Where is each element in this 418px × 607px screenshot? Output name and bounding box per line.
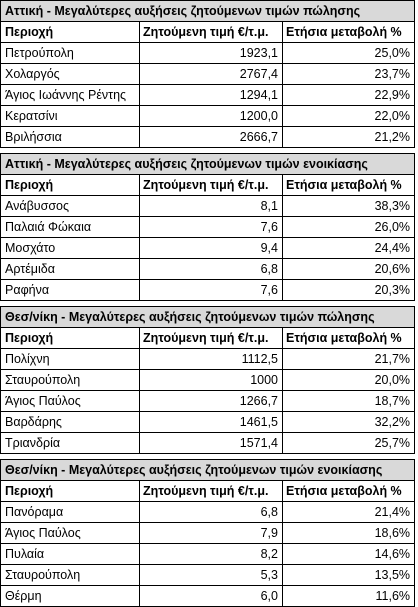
change-cell: 20,6% bbox=[283, 259, 415, 280]
area-cell: Άγιος Ιωάννης Ρέντης bbox=[1, 85, 140, 106]
change-cell: 25,0% bbox=[283, 43, 415, 64]
table-row bbox=[1, 106, 415, 127]
price-cell: 7,9 bbox=[140, 523, 283, 544]
table-thessaloniki-sale bbox=[0, 306, 415, 454]
change-cell: 21,4% bbox=[283, 502, 415, 523]
column-header-area: Περιοχή bbox=[1, 328, 140, 349]
change-cell: 25,7% bbox=[283, 433, 415, 454]
area-cell: Βριλήσσια bbox=[1, 127, 140, 148]
price-cell: 6,0 bbox=[140, 586, 283, 607]
change-cell: 18,7% bbox=[283, 391, 415, 412]
table-row bbox=[1, 127, 415, 148]
table-row bbox=[1, 196, 415, 217]
column-header-change: Ετήσια μεταβολή % bbox=[283, 22, 415, 43]
change-cell: 11,6% bbox=[283, 586, 415, 607]
table-title: Θεσ/νίκη - Μεγαλύτερες αυξήσεις ζητούμενων τιμών πώλησης bbox=[1, 307, 415, 328]
column-header-price: Ζητούμενη τιμή €/τ.μ. bbox=[140, 22, 283, 43]
table-row bbox=[1, 64, 415, 85]
table-title: Αττική - Μεγαλύτερες αυξήσεις ζητούμενων τιμών πώλησης bbox=[1, 1, 415, 22]
change-cell: 14,6% bbox=[283, 544, 415, 565]
price-cell: 9,4 bbox=[140, 238, 283, 259]
table-row bbox=[1, 412, 415, 433]
change-cell: 22,0% bbox=[283, 106, 415, 127]
area-cell: Τριανδρία bbox=[1, 433, 140, 454]
table-row bbox=[1, 43, 415, 64]
change-cell: 20,0% bbox=[283, 370, 415, 391]
area-cell: Παλαιά Φώκαια bbox=[1, 217, 140, 238]
area-cell: Βαρδάρης bbox=[1, 412, 140, 433]
column-header-change: Ετήσια μεταβολή % bbox=[283, 481, 415, 502]
table-title: Θεσ/νίκη - Μεγαλύτερες αυξήσεις ζητούμενων τιμών ενοικίασης bbox=[1, 460, 415, 481]
area-cell: Πολίχνη bbox=[1, 349, 140, 370]
column-header-price: Ζητούμενη τιμή €/τ.μ. bbox=[140, 175, 283, 196]
price-cell: 2767,4 bbox=[140, 64, 283, 85]
price-cell: 6,8 bbox=[140, 502, 283, 523]
table-row bbox=[1, 238, 415, 259]
price-cell: 7,6 bbox=[140, 217, 283, 238]
change-cell: 23,7% bbox=[283, 64, 415, 85]
header-row bbox=[1, 175, 415, 196]
table-row bbox=[1, 523, 415, 544]
table-row bbox=[1, 349, 415, 370]
change-cell: 24,4% bbox=[283, 238, 415, 259]
table-row bbox=[1, 280, 415, 301]
area-cell: Άγιος Παύλος bbox=[1, 523, 140, 544]
table-row bbox=[1, 259, 415, 280]
price-cell: 1461,5 bbox=[140, 412, 283, 433]
table-attiki-sale bbox=[0, 0, 415, 148]
price-cell: 8,2 bbox=[140, 544, 283, 565]
price-cell: 1266,7 bbox=[140, 391, 283, 412]
column-header-area: Περιοχή bbox=[1, 481, 140, 502]
area-cell: Κερατσίνι bbox=[1, 106, 140, 127]
change-cell: 21,2% bbox=[283, 127, 415, 148]
column-header-price: Ζητούμενη τιμή €/τ.μ. bbox=[140, 481, 283, 502]
price-cell: 1294,1 bbox=[140, 85, 283, 106]
change-cell: 21,7% bbox=[283, 349, 415, 370]
price-cell: 2666,7 bbox=[140, 127, 283, 148]
change-cell: 13,5% bbox=[283, 565, 415, 586]
table-title: Αττική - Μεγαλύτερες αυξήσεις ζητούμενων τιμών ενοικίασης bbox=[1, 154, 415, 175]
table-row bbox=[1, 370, 415, 391]
change-cell: 22,9% bbox=[283, 85, 415, 106]
table-row bbox=[1, 391, 415, 412]
price-cell: 1200,0 bbox=[140, 106, 283, 127]
price-cell: 5,3 bbox=[140, 565, 283, 586]
table-row bbox=[1, 565, 415, 586]
table-thessaloniki-rent bbox=[0, 459, 415, 607]
area-cell: Σταυρούπολη bbox=[1, 370, 140, 391]
table-attiki-rent bbox=[0, 153, 415, 301]
area-cell: Πετρούπολη bbox=[1, 43, 140, 64]
change-cell: 32,2% bbox=[283, 412, 415, 433]
table-row bbox=[1, 544, 415, 565]
price-cell: 1571,4 bbox=[140, 433, 283, 454]
area-cell: Θέρμη bbox=[1, 586, 140, 607]
table-row bbox=[1, 586, 415, 607]
area-cell: Ραφήνα bbox=[1, 280, 140, 301]
price-cell: 8,1 bbox=[140, 196, 283, 217]
price-cell: 1000 bbox=[140, 370, 283, 391]
table-row bbox=[1, 217, 415, 238]
area-cell: Σταυρούπολη bbox=[1, 565, 140, 586]
change-cell: 20,3% bbox=[283, 280, 415, 301]
area-cell: Μοσχάτο bbox=[1, 238, 140, 259]
column-header-price: Ζητούμενη τιμή €/τ.μ. bbox=[140, 328, 283, 349]
header-row bbox=[1, 481, 415, 502]
price-cell: 1112,5 bbox=[140, 349, 283, 370]
column-header-area: Περιοχή bbox=[1, 175, 140, 196]
table-row bbox=[1, 502, 415, 523]
header-row bbox=[1, 328, 415, 349]
area-cell: Αρτέμιδα bbox=[1, 259, 140, 280]
column-header-change: Ετήσια μεταβολή % bbox=[283, 175, 415, 196]
area-cell: Πυλαία bbox=[1, 544, 140, 565]
area-cell: Πανόραμα bbox=[1, 502, 140, 523]
column-header-change: Ετήσια μεταβολή % bbox=[283, 328, 415, 349]
area-cell: Χολαργός bbox=[1, 64, 140, 85]
area-cell: Άγιος Παύλος bbox=[1, 391, 140, 412]
change-cell: 18,6% bbox=[283, 523, 415, 544]
table-row bbox=[1, 433, 415, 454]
price-cell: 7,6 bbox=[140, 280, 283, 301]
price-cell: 1923,1 bbox=[140, 43, 283, 64]
table-row bbox=[1, 85, 415, 106]
header-row bbox=[1, 22, 415, 43]
change-cell: 26,0% bbox=[283, 217, 415, 238]
area-cell: Ανάβυσσος bbox=[1, 196, 140, 217]
column-header-area: Περιοχή bbox=[1, 22, 140, 43]
price-cell: 6,8 bbox=[140, 259, 283, 280]
change-cell: 38,3% bbox=[283, 196, 415, 217]
